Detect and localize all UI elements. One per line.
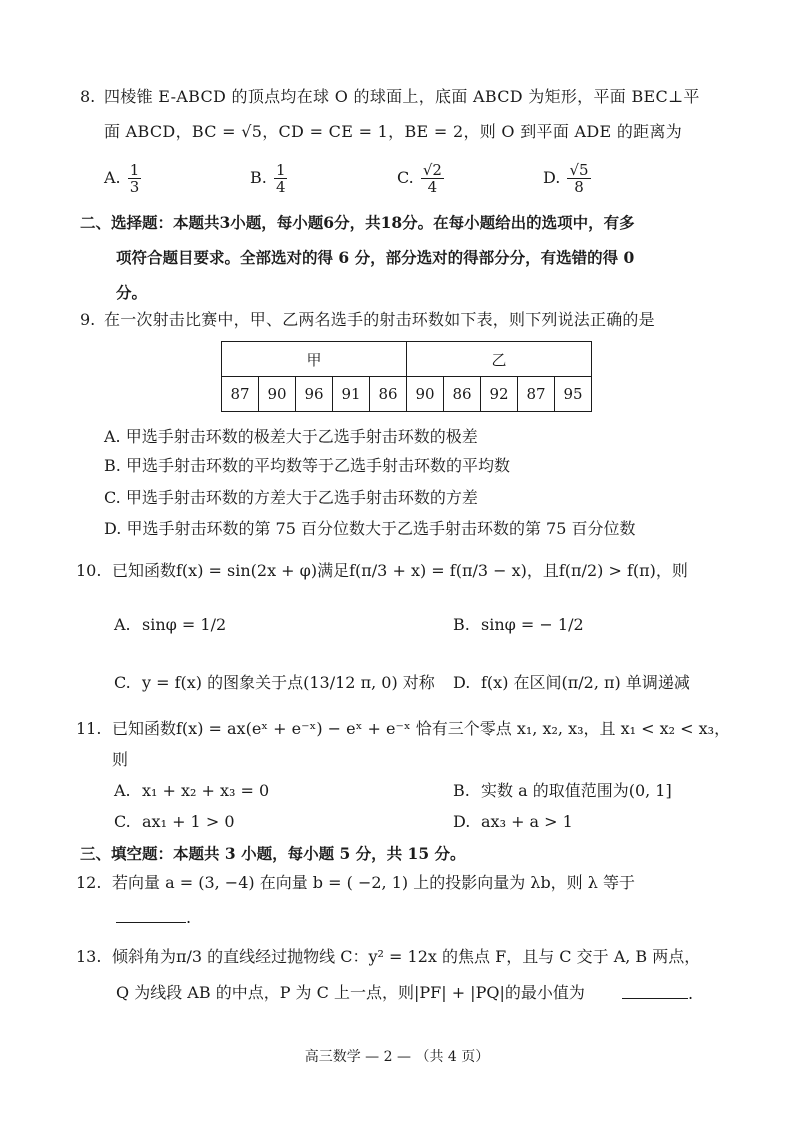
q8-line1: 四棱锥 E-ABCD 的顶点均在球 O 的球面上，底面 ABCD 为矩形，平面 BEC⊥平 — [104, 87, 700, 106]
q10-option-a-text: sinφ = 1/2 — [142, 615, 227, 634]
page-footer: 高三数学 — 2 — （共 4 页） — [304, 1049, 490, 1065]
q8-line2: 面 ABCD，BC = √5，CD = CE = 1，BE = 2，则 O 到平面 ADE 的距离为 — [104, 122, 683, 141]
q9-number: 9. — [80, 310, 96, 329]
q8-option-c: C. $\frac{√2}{4}$ — [397, 161, 442, 196]
q10-option-a: A. — [114, 615, 131, 634]
q8-number: 8. — [80, 87, 96, 106]
table-cell: 86 — [370, 377, 407, 412]
q9-option-d: D. 甲选手射击环数的第 75 百分位数大于乙选手射击环数的第 75 百分位数 — [104, 519, 636, 538]
section3-heading: 三、填空题：本题共 3 小题，每小题 5 分，共 15 分。 — [80, 844, 466, 863]
table-cell: 92 — [481, 377, 518, 412]
table-cell: 96 — [296, 377, 333, 412]
q10-option-d-text: f(x) 在区间(π/2, π) 单调递减 — [481, 673, 690, 692]
fraction: $\frac{√2}{4}$ — [422, 161, 442, 196]
fraction: $\frac{1}{4}$ — [275, 161, 286, 196]
q9-option-b: B. 甲选手射击环数的平均数等于乙选手射击环数的平均数 — [104, 456, 510, 475]
q11-number: 11. — [76, 719, 102, 738]
table-cell: 87 — [222, 377, 259, 412]
table-cell: 91 — [333, 377, 370, 412]
fraction: $\frac{√5}{8}$ — [569, 161, 589, 196]
q10-option-c-text: y = f(x) 的图象关于点(13/12 π, 0) 对称 — [142, 673, 435, 692]
section2-heading-line1: 二、选择题：本题共3小题，每小题6分，共18分。在每小题给出的选项中，有多 — [80, 213, 635, 232]
q10-option-c: C. — [114, 673, 131, 692]
section2-heading-line2: 项符合题目要求。全部选对的得 6 分，部分选对的得部分分，有选错的得 0 — [116, 248, 635, 267]
table-cell: 95 — [555, 377, 592, 412]
table-cell: 86 — [444, 377, 481, 412]
q12-number: 12. — [76, 873, 102, 892]
q11-option-d: D. — [453, 812, 471, 831]
q11-stem: 已知函数f(x) = ax(eˣ + e⁻ˣ) − eˣ + e⁻ˣ 恰有三个零点 x₁, x₂, x₃，且 x₁ < x₂ < x₃， — [112, 719, 731, 738]
table-cell: 90 — [259, 377, 296, 412]
q11-option-b-text: 实数 a 的取值范围为(0, 1] — [481, 781, 672, 800]
q11-stem2: 则 — [112, 750, 129, 769]
table-cell: 87 — [518, 377, 555, 412]
q11-option-a-text: x₁ + x₂ + x₃ = 0 — [142, 781, 270, 800]
q8-option-a: A. $\frac{1}{3}$ — [104, 161, 140, 196]
q11-option-b: B. — [453, 781, 470, 800]
q9-option-a: A. 甲选手射击环数的极差大于乙选手射击环数的极差 — [104, 427, 478, 446]
q9-stem: 在一次射击比赛中，甲、乙两名选手的射击环数如下表，则下列说法正确的是 — [104, 310, 655, 329]
table-row — [222, 377, 592, 412]
fraction: $\frac{1}{3}$ — [129, 161, 140, 196]
q10-stem: 已知函数f(x) = sin(2x + φ)满足f(π/3 + x) = f(π/3 − x)，且f(π/2) > f(π)，则 — [112, 561, 688, 580]
q12-stem: 若向量 a = (3, −4) 在向量 b = ( −2, 1) 上的投影向量为 λb，则 λ 等于 — [112, 873, 635, 892]
score-table — [221, 341, 592, 412]
q9-option-c: C. 甲选手射击环数的方差大于乙选手射击环数的方差 — [104, 488, 478, 507]
q10-number: 10. — [76, 561, 102, 580]
table-header-jia: 甲 — [222, 342, 407, 377]
q10-option-b-text: sinφ = − 1/2 — [481, 615, 584, 634]
table-header-row — [222, 342, 592, 377]
section2-heading-line3: 分。 — [116, 283, 148, 302]
q10-option-d: D. — [453, 673, 471, 692]
q11-option-a: A. — [114, 781, 131, 800]
q12-answer-blank: . — [116, 906, 191, 929]
table-cell: 90 — [407, 377, 444, 412]
q11-option-c-text: ax₁ + 1 > 0 — [142, 812, 235, 831]
q8-option-d: D. $\frac{√5}{8}$ — [543, 161, 589, 196]
q8-option-b: B. $\frac{1}{4}$ — [250, 161, 286, 196]
table-header-yi: 乙 — [407, 342, 592, 377]
q13-answer-blank: . — [622, 982, 693, 1005]
q11-option-c: C. — [114, 812, 131, 831]
q13-number: 13. — [76, 947, 102, 966]
q11-option-d-text: ax₃ + a > 1 — [481, 812, 573, 831]
q13-stem: 倾斜角为π/3 的直线经过抛物线 C：y² = 12x 的焦点 F，且与 C 交于 A, B 两点， — [112, 947, 701, 966]
q10-option-b: B. — [453, 615, 470, 634]
q13-stem2: Q 为线段 AB 的中点，P 为 C 上一点，则|PF| + |PQ|的最小值为 — [116, 983, 585, 1002]
